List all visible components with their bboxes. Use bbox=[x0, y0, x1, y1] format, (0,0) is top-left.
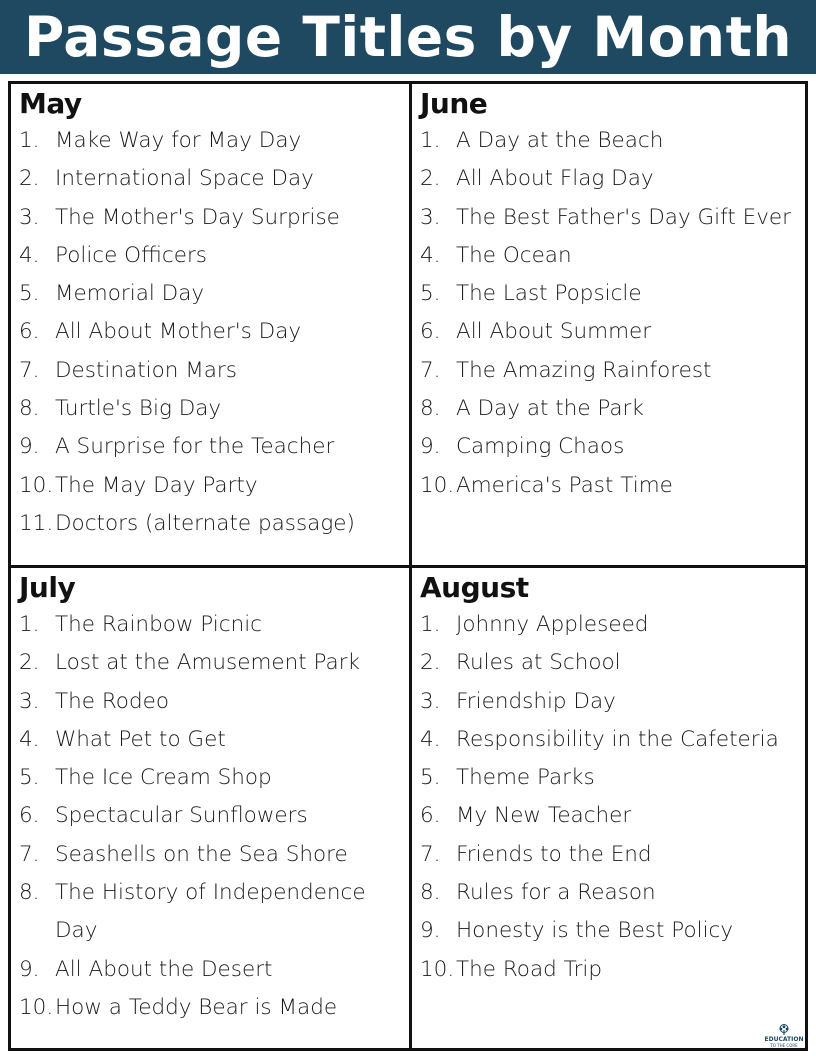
passage-title: The Ice Cream Shop bbox=[55, 765, 272, 791]
passage-item bbox=[19, 683, 409, 721]
passage-number: 6. bbox=[420, 803, 441, 829]
passage-number: 10. bbox=[19, 472, 54, 498]
passage-number: 3. bbox=[19, 204, 40, 230]
passage-title: International Space Day bbox=[55, 166, 314, 192]
passage-title: Theme Parks bbox=[456, 765, 595, 791]
passage-title: Turtle's Big Day bbox=[55, 396, 222, 422]
passage-number: 7. bbox=[19, 357, 40, 383]
month-heading: July bbox=[19, 571, 76, 604]
passage-number: 5. bbox=[420, 281, 441, 307]
passage-title: Friendship Day bbox=[456, 688, 616, 714]
passage-item bbox=[19, 721, 409, 759]
passage-item bbox=[19, 874, 409, 951]
passage-item bbox=[19, 644, 409, 682]
passage-item bbox=[420, 237, 805, 275]
passage-title: Rules at School bbox=[456, 650, 621, 676]
passage-number: 10. bbox=[420, 956, 455, 982]
passage-item bbox=[19, 237, 409, 275]
passage-number: 9. bbox=[19, 434, 40, 460]
passage-number: 11. bbox=[19, 510, 54, 536]
passage-item bbox=[420, 467, 805, 505]
passage-item bbox=[19, 275, 409, 313]
passage-title: Rules for a Reason bbox=[456, 880, 656, 906]
passage-title: Honesty is the Best Policy bbox=[456, 918, 734, 944]
passage-number: 1. bbox=[420, 612, 441, 637]
passage-title: Lost at the Amusement Park bbox=[55, 650, 361, 676]
passage-number: 2. bbox=[420, 650, 441, 676]
passage-title: My New Teacher bbox=[456, 803, 632, 829]
passage-number: 5. bbox=[420, 765, 441, 791]
passage-item bbox=[19, 606, 409, 644]
passage-number: 7. bbox=[420, 841, 441, 867]
passage-title: Memorial Day bbox=[55, 281, 205, 307]
passage-number: 8. bbox=[420, 396, 441, 422]
passage-title: A Day at the Park bbox=[456, 396, 644, 422]
passage-title: The Rodeo bbox=[55, 688, 169, 714]
passage-number: 8. bbox=[420, 880, 441, 906]
passage-item bbox=[420, 313, 805, 351]
passage-number: 3. bbox=[19, 688, 40, 714]
passage-number: 5. bbox=[19, 281, 40, 307]
passage-item bbox=[420, 912, 805, 950]
passage-title: The Ocean bbox=[456, 242, 572, 268]
passage-list bbox=[420, 122, 805, 505]
passage-number: 9. bbox=[420, 918, 441, 944]
passage-item bbox=[19, 797, 409, 835]
tree-icon bbox=[775, 1024, 793, 1036]
passage-number: 8. bbox=[19, 396, 40, 422]
passage-title: A Surprise for the Teacher bbox=[55, 434, 335, 460]
passage-number: 10. bbox=[420, 472, 455, 498]
passage-number: 4. bbox=[420, 242, 441, 268]
passage-item bbox=[420, 606, 805, 644]
passage-item bbox=[420, 951, 805, 989]
passage-number: 9. bbox=[420, 434, 441, 460]
month-panel-may bbox=[11, 84, 412, 568]
passage-item bbox=[420, 428, 805, 466]
passage-item bbox=[19, 951, 409, 989]
passage-number: 7. bbox=[19, 841, 40, 867]
passage-item bbox=[19, 199, 409, 237]
passage-item bbox=[19, 122, 409, 160]
logo-line-2: TO THE CORE bbox=[770, 1043, 798, 1048]
month-panel-august bbox=[412, 568, 805, 1048]
passage-title: America's Past Time bbox=[456, 472, 673, 498]
passage-title: Spectacular Sunflowers bbox=[55, 803, 308, 829]
passage-item bbox=[420, 199, 805, 237]
passage-item bbox=[19, 428, 409, 466]
passage-item bbox=[19, 836, 409, 874]
passage-title: Johnny Appleseed bbox=[456, 612, 649, 637]
passage-number: 4. bbox=[19, 726, 40, 752]
passage-title: The Best Father's Day Gift Ever bbox=[456, 204, 791, 230]
passage-item bbox=[420, 352, 805, 390]
month-panel-july bbox=[11, 568, 412, 1048]
month-heading: August bbox=[420, 571, 529, 604]
passage-title: The Rainbow Picnic bbox=[55, 612, 262, 637]
passage-title: The Last Popsicle bbox=[456, 281, 642, 307]
passage-item bbox=[19, 390, 409, 428]
passage-title: The May Day Party bbox=[55, 472, 258, 498]
passage-title: All About the Desert bbox=[55, 956, 273, 982]
passage-title: The Amazing Rainforest bbox=[456, 357, 712, 383]
passage-item bbox=[420, 759, 805, 797]
month-grid bbox=[8, 81, 808, 1051]
passage-number: 4. bbox=[420, 726, 441, 752]
passage-number: 4. bbox=[19, 242, 40, 268]
passage-number: 1. bbox=[19, 612, 40, 637]
passage-number: 1. bbox=[19, 128, 40, 153]
passage-item bbox=[19, 352, 409, 390]
passage-title: Doctors (alternate passage) bbox=[55, 510, 355, 536]
page-title: Passage Titles by Month bbox=[23, 5, 793, 69]
month-heading: June bbox=[420, 87, 488, 120]
passage-title: Seashells on the Sea Shore bbox=[55, 841, 348, 867]
passage-title: The Mother's Day Surprise bbox=[55, 204, 340, 230]
passage-item bbox=[19, 313, 409, 351]
passage-item bbox=[420, 122, 805, 160]
passage-item bbox=[420, 683, 805, 721]
title-banner bbox=[0, 0, 816, 74]
passage-number: 6. bbox=[19, 319, 40, 345]
passage-title: Camping Chaos bbox=[456, 434, 625, 460]
passage-number: 2. bbox=[19, 650, 40, 676]
passage-list bbox=[420, 606, 805, 989]
passage-number: 1. bbox=[420, 128, 441, 153]
passage-item bbox=[420, 721, 805, 759]
month-panel-june bbox=[412, 84, 805, 568]
passage-item bbox=[420, 644, 805, 682]
passage-item bbox=[420, 797, 805, 835]
passage-title: Police Officers bbox=[55, 242, 207, 268]
passage-title: All About Mother's Day bbox=[55, 319, 302, 345]
passage-number: 6. bbox=[420, 319, 441, 345]
passage-item bbox=[420, 275, 805, 313]
passage-number: 9. bbox=[19, 956, 40, 982]
passage-number: 2. bbox=[420, 166, 441, 192]
month-heading: May bbox=[19, 87, 82, 120]
passage-number: 2. bbox=[19, 166, 40, 192]
passage-item bbox=[19, 467, 409, 505]
passage-number: 10. bbox=[19, 994, 54, 1020]
passage-list bbox=[19, 606, 409, 1027]
passage-item bbox=[19, 505, 409, 543]
passage-item bbox=[420, 874, 805, 912]
logo-line-1: EDUCATION bbox=[764, 1036, 804, 1043]
passage-title: Responsibility in the Cafeteria bbox=[456, 726, 779, 752]
passage-title: The History of Independence Day bbox=[55, 880, 366, 944]
passage-number: 6. bbox=[19, 803, 40, 829]
passage-number: 8. bbox=[19, 880, 40, 906]
passage-title: Friends to the End bbox=[456, 841, 652, 867]
passage-item bbox=[420, 160, 805, 198]
passage-list bbox=[19, 122, 409, 543]
passage-title: Destination Mars bbox=[55, 357, 237, 383]
passage-number: 7. bbox=[420, 357, 441, 383]
passage-item bbox=[19, 160, 409, 198]
passage-title: A Day at the Beach bbox=[456, 128, 664, 153]
passage-title: All About Summer bbox=[456, 319, 652, 345]
passage-item bbox=[19, 759, 409, 797]
passage-item bbox=[19, 989, 409, 1027]
passage-number: 5. bbox=[19, 765, 40, 791]
passage-item bbox=[420, 836, 805, 874]
passage-title: Make Way for May Day bbox=[55, 128, 302, 153]
education-to-the-core-logo bbox=[760, 1024, 808, 1048]
passage-title: How a Teddy Bear is Made bbox=[55, 994, 338, 1020]
passage-title: All About Flag Day bbox=[456, 166, 654, 192]
passage-item bbox=[420, 390, 805, 428]
passage-number: 3. bbox=[420, 204, 441, 230]
passage-title: The Road Trip bbox=[456, 956, 603, 982]
passage-title: What Pet to Get bbox=[55, 726, 226, 752]
passage-number: 3. bbox=[420, 688, 441, 714]
